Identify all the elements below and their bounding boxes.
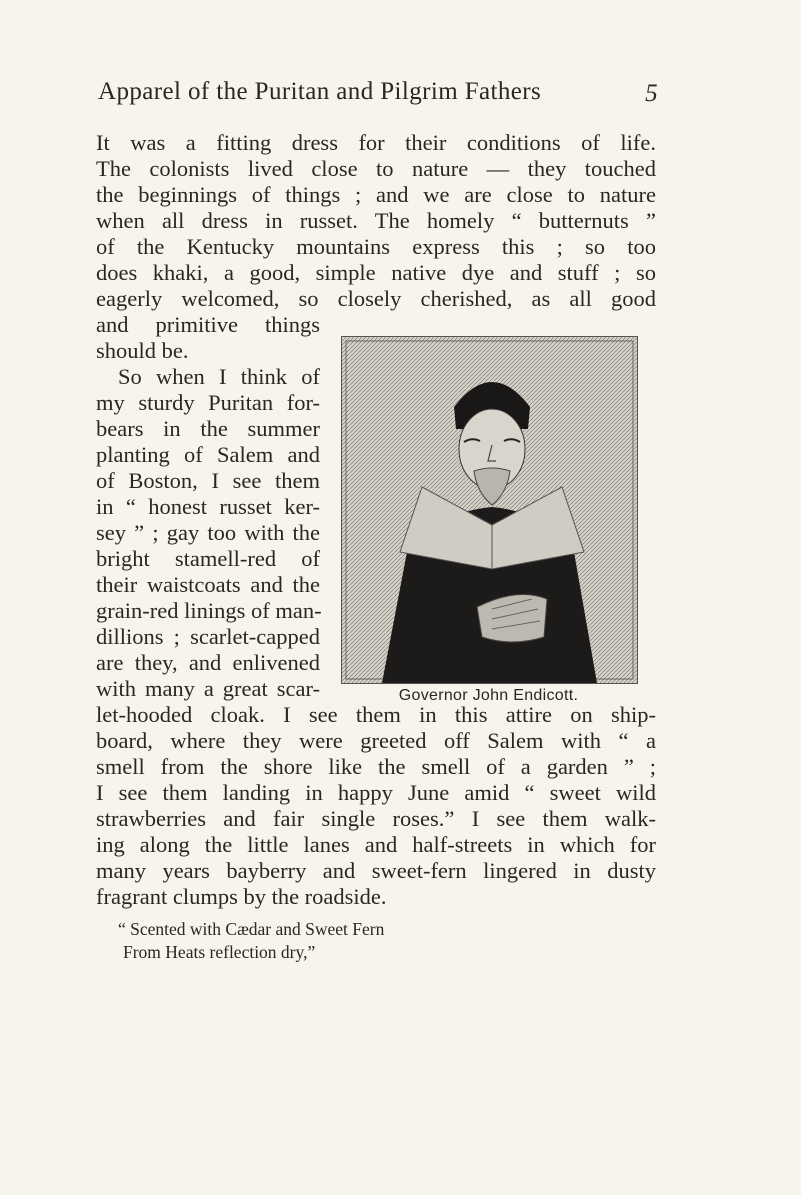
text-line: eagerly welcomed, so closely cherished, as all good — [96, 286, 656, 311]
text-line: with many a great scar- — [96, 676, 320, 701]
text-line: sey ” ; gay too with the — [96, 520, 320, 545]
text-line: my sturdy Puritan for- — [96, 390, 320, 415]
text-line: when all dress in russet. The homely “ butternuts ” — [96, 208, 656, 233]
text-line: should be. — [96, 338, 189, 363]
text-line: strawberries and fair single roses.” I see them walk- — [96, 806, 656, 831]
text-line: dillions ; scarlet-capped — [96, 624, 320, 649]
text-line: The colonists lived close to nature — they touched — [96, 156, 656, 181]
running-head-title: Apparel of the Puritan and Pilgrim Fathers — [98, 78, 542, 105]
text-line: planting of Salem and — [96, 442, 320, 467]
text-line: smell from the shore like the smell of a garden ” ; — [96, 754, 656, 779]
text-line: does khaki, a good, simple native dye and stuff ; so — [96, 260, 656, 285]
text-line: board, where they were greeted off Salem with “ a — [96, 728, 656, 753]
text-line: bears in the summer — [96, 416, 320, 441]
text-line: It was a fitting dress for their conditions of life. — [96, 130, 656, 155]
text-line: the beginnings of things ; and we are close to nature — [96, 182, 656, 207]
text-line: and primitive things — [96, 312, 320, 337]
portrait-illustration — [342, 337, 637, 683]
text-line: So when I think of — [118, 364, 320, 389]
text-line: of Boston, I see them — [96, 468, 320, 493]
text-line: ing along the little lanes and half-streets in which for — [96, 832, 656, 857]
text-line: many years bayberry and sweet-fern lingered in dusty — [96, 858, 656, 883]
text-line: are they, and enlivened — [96, 650, 320, 675]
portrait-figure — [341, 336, 638, 684]
quote-line: “ Scented with Cædar and Sweet Fern — [118, 919, 385, 939]
quote-line: From Heats reflection dry,” — [123, 942, 316, 962]
text-line: fragrant clumps by the roadside. — [96, 884, 387, 909]
text-line: I see them landing in happy June amid “ sweet wild — [96, 780, 656, 805]
figure-caption: Governor John Endicott. — [398, 687, 579, 704]
running-head — [98, 78, 658, 112]
text-line: grain-red linings of man- — [96, 598, 322, 623]
text-line: their waistcoats and the — [96, 572, 320, 597]
text-line: of the Kentucky mountains express this ; so too — [96, 234, 656, 259]
text-line: bright stamell-red of — [96, 546, 320, 571]
page-number: 5 — [645, 80, 658, 107]
text-line: in “ honest russet ker- — [96, 494, 320, 519]
text-line: let-hooded cloak. I see them in this attire on ship- — [96, 702, 656, 727]
